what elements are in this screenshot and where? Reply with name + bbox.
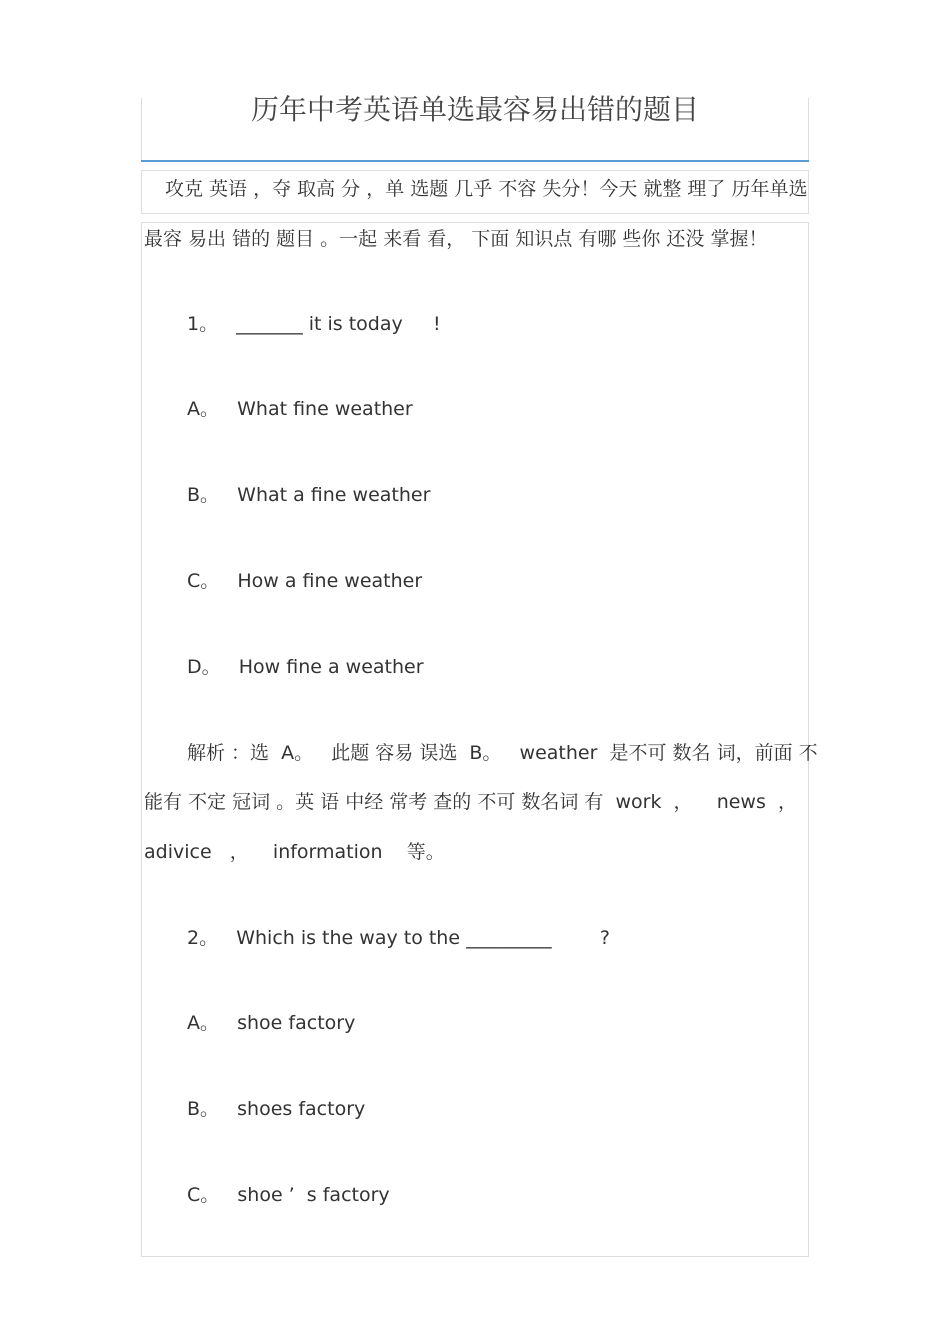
question-1-option-c: C。 How a fine weather [187, 570, 423, 592]
question-2-option-a: A。 shoe factory [187, 1012, 356, 1034]
question-1-option-d: D。 How fine a weather [187, 656, 424, 678]
intro-line-1: 攻克 英语 ，夺 取高 分 ，单 选题 几乎 不容 失分！今天 就整 理了 历年单选 [165, 178, 808, 200]
question-1-option-b: B。 What a fine weather [187, 484, 431, 506]
question-1-stem: 1。 _______ it is today ! [187, 313, 441, 335]
frame-content-top [141, 222, 809, 223]
frame-left [141, 222, 142, 1256]
question-2-stem: 2。 Which is the way to the _________ ? [187, 927, 610, 949]
question-1-analysis-line-2: 能有 不定 冠词 。英 语 中经 常考 查的 不可 数名词 有 work ， news ， [144, 791, 797, 813]
question-2-option-c: C。 shoe ’ s factory [187, 1184, 390, 1206]
question-1-analysis-line-3: adivice ， information 等。 [144, 841, 445, 863]
frame-bottom [141, 1256, 809, 1257]
question-1-option-a: A。 What fine weather [187, 398, 413, 420]
title-underline [141, 160, 809, 162]
intro-line-2: 最容 易出 错的 题目 。一起 来看 看， 下面 知识点 有哪 些你 还没 掌握！ [144, 228, 768, 250]
question-1-analysis-line-1: 解析 ：选 A。 此题 容易 误选 B。 weather 是不可 数名 词，前面 不 [187, 742, 818, 764]
question-2-option-b: B。 shoes factory [187, 1098, 366, 1120]
document-title: 历年中考英语单选最容易出错的题目 [250, 93, 699, 126]
